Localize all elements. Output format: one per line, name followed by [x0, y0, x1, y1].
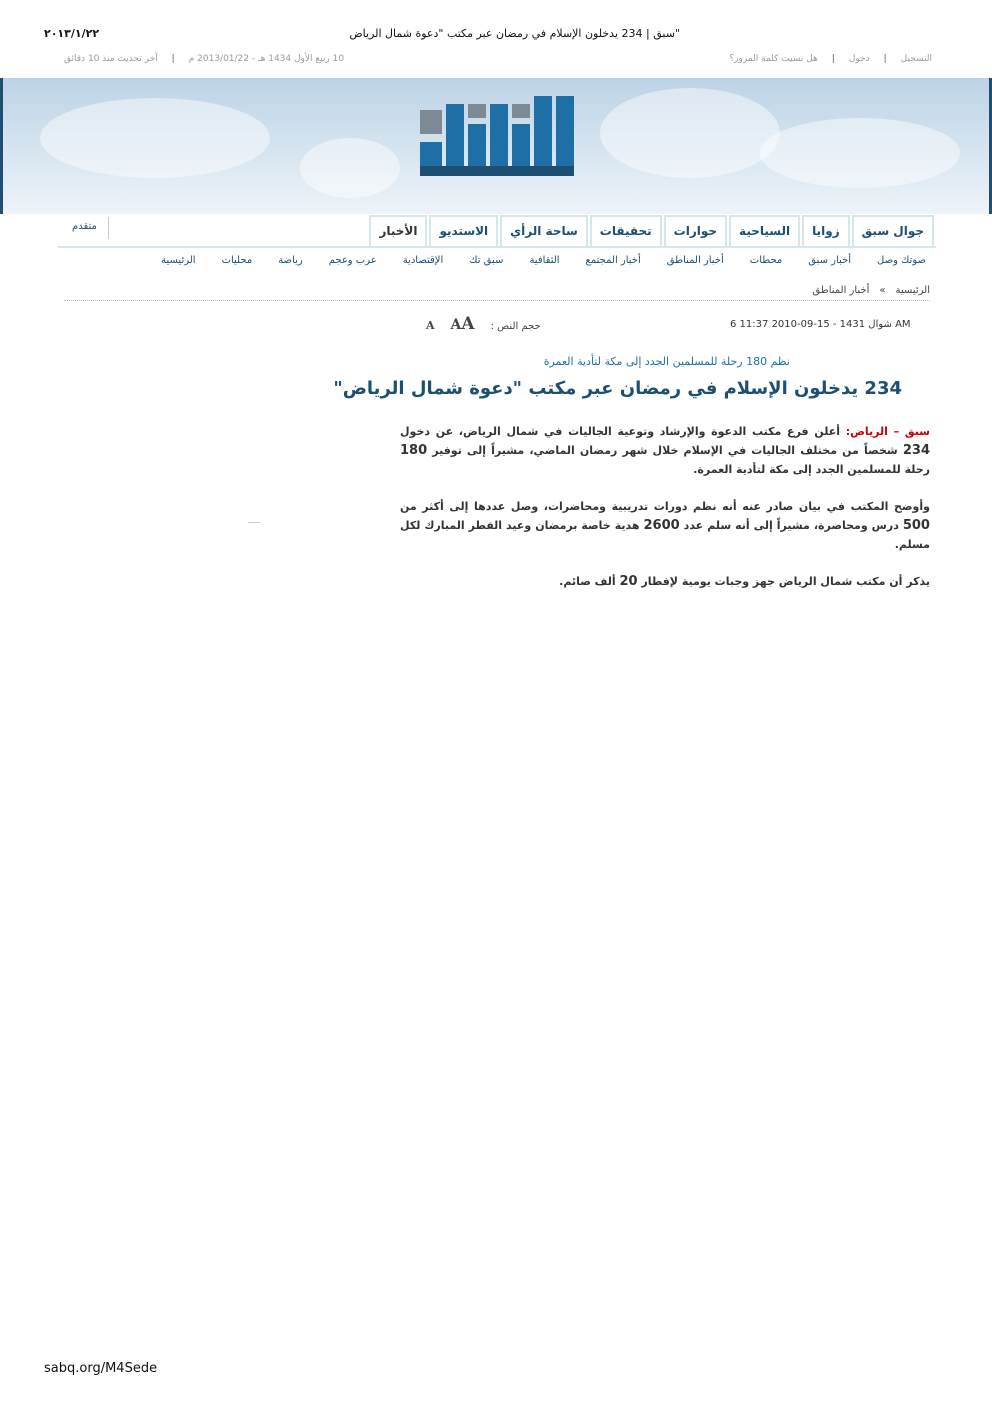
- tab-investigations[interactable]: تحقيقات: [590, 215, 662, 247]
- font-small-button[interactable]: A: [426, 319, 435, 332]
- tab-sabq-mobile[interactable]: جوال سبق: [852, 215, 934, 247]
- separator: |: [831, 54, 835, 64]
- advanced-search-link[interactable]: متقدم: [72, 221, 97, 232]
- account-links: [729, 54, 932, 64]
- number: 2600: [643, 518, 680, 533]
- article-paragraph: [400, 422, 930, 479]
- divider: [108, 217, 109, 239]
- breadcrumb-section[interactable]: أخبار المناطق: [812, 285, 870, 296]
- map-shape: [40, 98, 270, 178]
- tab-news[interactable]: الأخبار: [369, 215, 427, 247]
- tab-columns[interactable]: زوايا: [802, 215, 850, 247]
- text: وأوضح المكتب في بيان صادر عنه أنه نظم دورات تدريبية ومحاضرات، وصل عددها إلى أكثر من: [400, 500, 930, 513]
- tab-interviews[interactable]: حوارات: [664, 215, 727, 247]
- footer-url: sabq.org/M4Sede: [44, 1361, 158, 1376]
- separator: |: [883, 54, 887, 64]
- register-link[interactable]: التسجيل: [900, 54, 932, 64]
- subnav-stations[interactable]: محطات: [749, 255, 783, 266]
- text: درس ومحاضرة، مشيراً إلى أنه سلم عدد: [679, 519, 903, 532]
- breadcrumb-home[interactable]: الرئيسية: [895, 285, 930, 296]
- subnav-tech[interactable]: سبق تك: [469, 255, 504, 266]
- print-date: ٢٠١٣/١/٢٢: [44, 27, 100, 40]
- banner-edge: [0, 78, 3, 214]
- article-paragraph: [400, 572, 930, 591]
- article-paragraph: [400, 497, 930, 554]
- article-headline: 234 يدخلون الإسلام في رمضان عبر مكتب "دعوة شمال الرياض": [333, 378, 902, 399]
- breadcrumb: [812, 285, 930, 296]
- divider: [248, 522, 260, 523]
- sub-navigation: [135, 255, 926, 266]
- login-link[interactable]: دخول: [848, 54, 870, 64]
- subnav-regions[interactable]: أخبار المناطق: [666, 255, 724, 266]
- text: أعلن فرع مكتب الدعوة والإرشاد وتوعية الجاليات في شمال الرياض، عن دخول: [400, 425, 846, 438]
- subnav-culture[interactable]: الثقافية: [529, 255, 560, 266]
- font-size-controls: [410, 314, 541, 334]
- tabs-underline: [58, 246, 936, 248]
- print-page-title: "سبق | 234 يدخلون الإسلام في رمضان عبر مكتب "دعوة شمال الرياض: [349, 27, 680, 40]
- current-date: 10 ربيع الأول 1434 هـ - 2013/01/22 م: [188, 54, 345, 64]
- forgot-password-link[interactable]: هل نسيت كلمة المرور؟: [729, 54, 818, 64]
- map-shape: [760, 118, 960, 188]
- subnav-society[interactable]: أخبار المجتمع: [585, 255, 641, 266]
- subnav-sports[interactable]: رياضة: [278, 255, 303, 266]
- number: 20: [619, 574, 638, 589]
- divider: [64, 300, 930, 301]
- tab-tourism[interactable]: السياحية: [729, 215, 800, 247]
- subnav-economy[interactable]: الإقتصادية: [402, 255, 444, 266]
- text: هدية خاصة برمضان وعيد الفطر المبارك لكل مسلم.: [400, 519, 930, 551]
- last-update: آخر تحديث منذ 10 دقائق: [64, 54, 158, 64]
- top-utility-bar: [60, 54, 932, 70]
- map-shape: [600, 88, 780, 178]
- subnav-local[interactable]: محليات: [221, 255, 253, 266]
- article-body: [400, 422, 930, 609]
- tab-opinion[interactable]: ساحة الرأي: [500, 215, 588, 247]
- date-info: [64, 54, 344, 64]
- number: 234: [902, 443, 930, 458]
- article-source: سبق – الرياض:: [845, 425, 930, 438]
- text: يذكر أن مكتب شمال الرياض جهز وجبات يومية لإفطار: [637, 575, 930, 588]
- font-large-button[interactable]: A: [461, 314, 475, 334]
- main-tabs: [367, 215, 934, 247]
- subnav-your-voice[interactable]: صوتك وصل: [877, 255, 926, 266]
- number: 180: [400, 443, 428, 458]
- breadcrumb-arrow: »: [879, 285, 886, 296]
- separator: |: [171, 54, 175, 64]
- font-size-label: حجم النص :: [490, 321, 541, 332]
- site-banner: [0, 78, 992, 214]
- text: ألف صائم.: [559, 575, 620, 588]
- article-subtitle: نظم 180 رحلة للمسلمين الجدد إلى مكة لتأدية العمرة: [543, 355, 790, 368]
- sabq-logo-icon[interactable]: [418, 94, 576, 180]
- text: شخصاً من مختلف الجاليات في الإسلام خلال شهر رمضان الماضي، مشيراً إلى توفير: [427, 444, 903, 457]
- text: رحلة للمسلمين الجدد إلى مكة لتأدية العمرة.: [693, 463, 930, 476]
- subnav-sabq-news[interactable]: أخبار سبق: [808, 255, 852, 266]
- number: 500: [902, 518, 930, 533]
- map-shape: [300, 138, 400, 198]
- article-dateline: 6 شوال 1431 - 15-09-2010 11:37 AM: [730, 319, 911, 330]
- subnav-home[interactable]: الرئيسية: [161, 255, 196, 266]
- font-medium-button[interactable]: A: [450, 317, 462, 333]
- subnav-world[interactable]: عرب وعجم: [328, 255, 377, 266]
- tab-studio[interactable]: الاستديو: [429, 215, 498, 247]
